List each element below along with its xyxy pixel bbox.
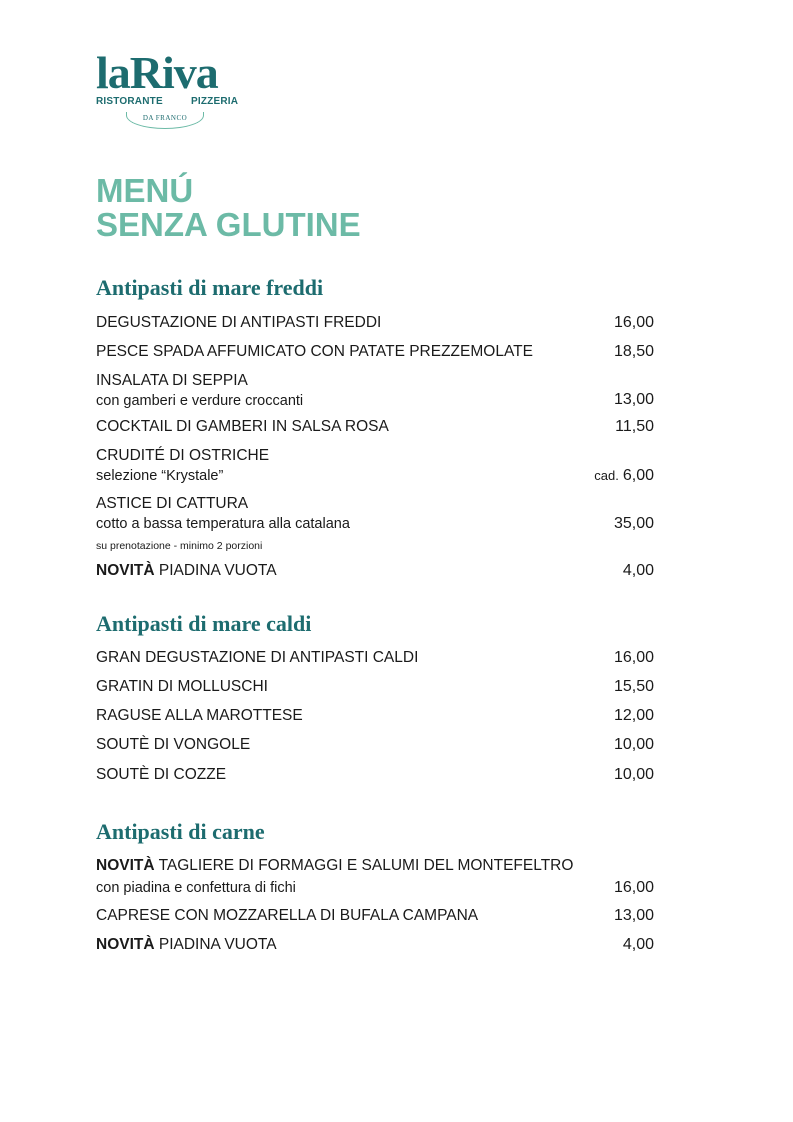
item-price-unit: cad.: [594, 468, 619, 483]
logo-ribbon-text: DA FRANCO: [142, 114, 188, 122]
item-price: 4,00: [622, 562, 654, 579]
item-name: CAPRESE CON MOZZARELLA DI BUFALA CAMPANA: [96, 907, 479, 924]
item-name: PESCE SPADA AFFUMICATO CON PATATE PREZZEMOLATE: [96, 343, 533, 360]
item-price: 10,00: [613, 766, 654, 783]
item-description: con gamberi e verdure croccanti: [96, 393, 304, 409]
menu-item: [96, 418, 654, 438]
logo: [96, 47, 239, 130]
item-price: 35,00: [613, 515, 654, 532]
item-name: DEGUSTAZIONE DI ANTIPASTI FREDDI: [96, 314, 382, 331]
menu-item: [96, 766, 654, 786]
item-price: 13,00: [613, 907, 654, 924]
menu-item: [96, 707, 654, 727]
menu-item: [96, 495, 654, 555]
new-badge: NOVITÀ: [96, 936, 155, 953]
item-price: 12,00: [613, 707, 654, 724]
menu-item: [96, 562, 654, 582]
item-price: 6,00: [622, 467, 654, 484]
menu-item: [96, 447, 654, 487]
menu-item: [96, 857, 654, 899]
item-price: 16,00: [613, 879, 654, 896]
item-name: CRUDITÉ DI OSTRICHE: [96, 447, 270, 464]
item-price: 13,00: [613, 391, 654, 408]
item-name: GRAN DEGUSTAZIONE DI ANTIPASTI CALDI: [96, 649, 419, 666]
item-description: selezione “Krystale”: [96, 468, 224, 484]
menu-item: [96, 314, 654, 334]
item-name: GRATIN DI MOLLUSCHI: [96, 678, 268, 695]
new-badge: NOVITÀ: [96, 857, 155, 874]
menu-item: [96, 936, 654, 956]
item-name-group: [96, 857, 573, 875]
logo-subtitle-left: RISTORANTE: [96, 96, 163, 107]
menu-item: [96, 678, 654, 698]
item-description: con piadina e confettura di fichi: [96, 880, 296, 896]
logo-wordmark: laRiva: [96, 47, 218, 98]
item-price: 16,00: [613, 314, 654, 331]
item-price: 18,50: [613, 343, 654, 360]
menu-item: [96, 907, 654, 927]
page-title-line-1: MENÚ: [96, 172, 194, 209]
item-price-group: [594, 467, 654, 485]
section-heading: Antipasti di carne: [96, 819, 265, 844]
item-name-group: [96, 936, 277, 954]
item-note: su prenotazione - minimo 2 porzioni: [96, 540, 263, 552]
menu-item: [96, 736, 654, 756]
section-heading: Antipasti di mare freddi: [96, 275, 324, 300]
item-name: PIADINA VUOTA: [158, 936, 277, 953]
item-name: TAGLIERE DI FORMAGGI E SALUMI DEL MONTEFELTRO: [158, 857, 574, 874]
item-name: COCKTAIL DI GAMBERI IN SALSA ROSA: [96, 418, 389, 435]
item-name: SOUTÈ DI VONGOLE: [96, 736, 251, 753]
item-name-group: [96, 562, 277, 580]
item-name: ASTICE DI CATTURA: [96, 495, 249, 512]
item-price: 11,50: [615, 418, 654, 435]
new-badge: NOVITÀ: [96, 562, 155, 579]
item-price: 16,00: [613, 649, 654, 666]
menu-item: [96, 372, 654, 412]
item-price: 10,00: [613, 736, 654, 753]
section-heading: Antipasti di mare caldi: [96, 611, 312, 636]
item-name: SOUTÈ DI COZZE: [96, 766, 227, 783]
item-price: 4,00: [622, 936, 654, 953]
item-description: cotto a bassa temperatura alla catalana: [96, 516, 350, 532]
page-title-line-2: SENZA GLUTINE: [96, 206, 361, 243]
item-price: 15,50: [613, 678, 654, 695]
menu-item: [96, 649, 654, 669]
menu-item: [96, 343, 654, 363]
item-name: PIADINA VUOTA: [158, 562, 277, 579]
logo-subtitle-right: PIZZERIA: [191, 96, 239, 107]
item-name: RAGUSE ALLA MAROTTESE: [96, 707, 303, 724]
item-name: INSALATA DI SEPPIA: [96, 372, 248, 389]
